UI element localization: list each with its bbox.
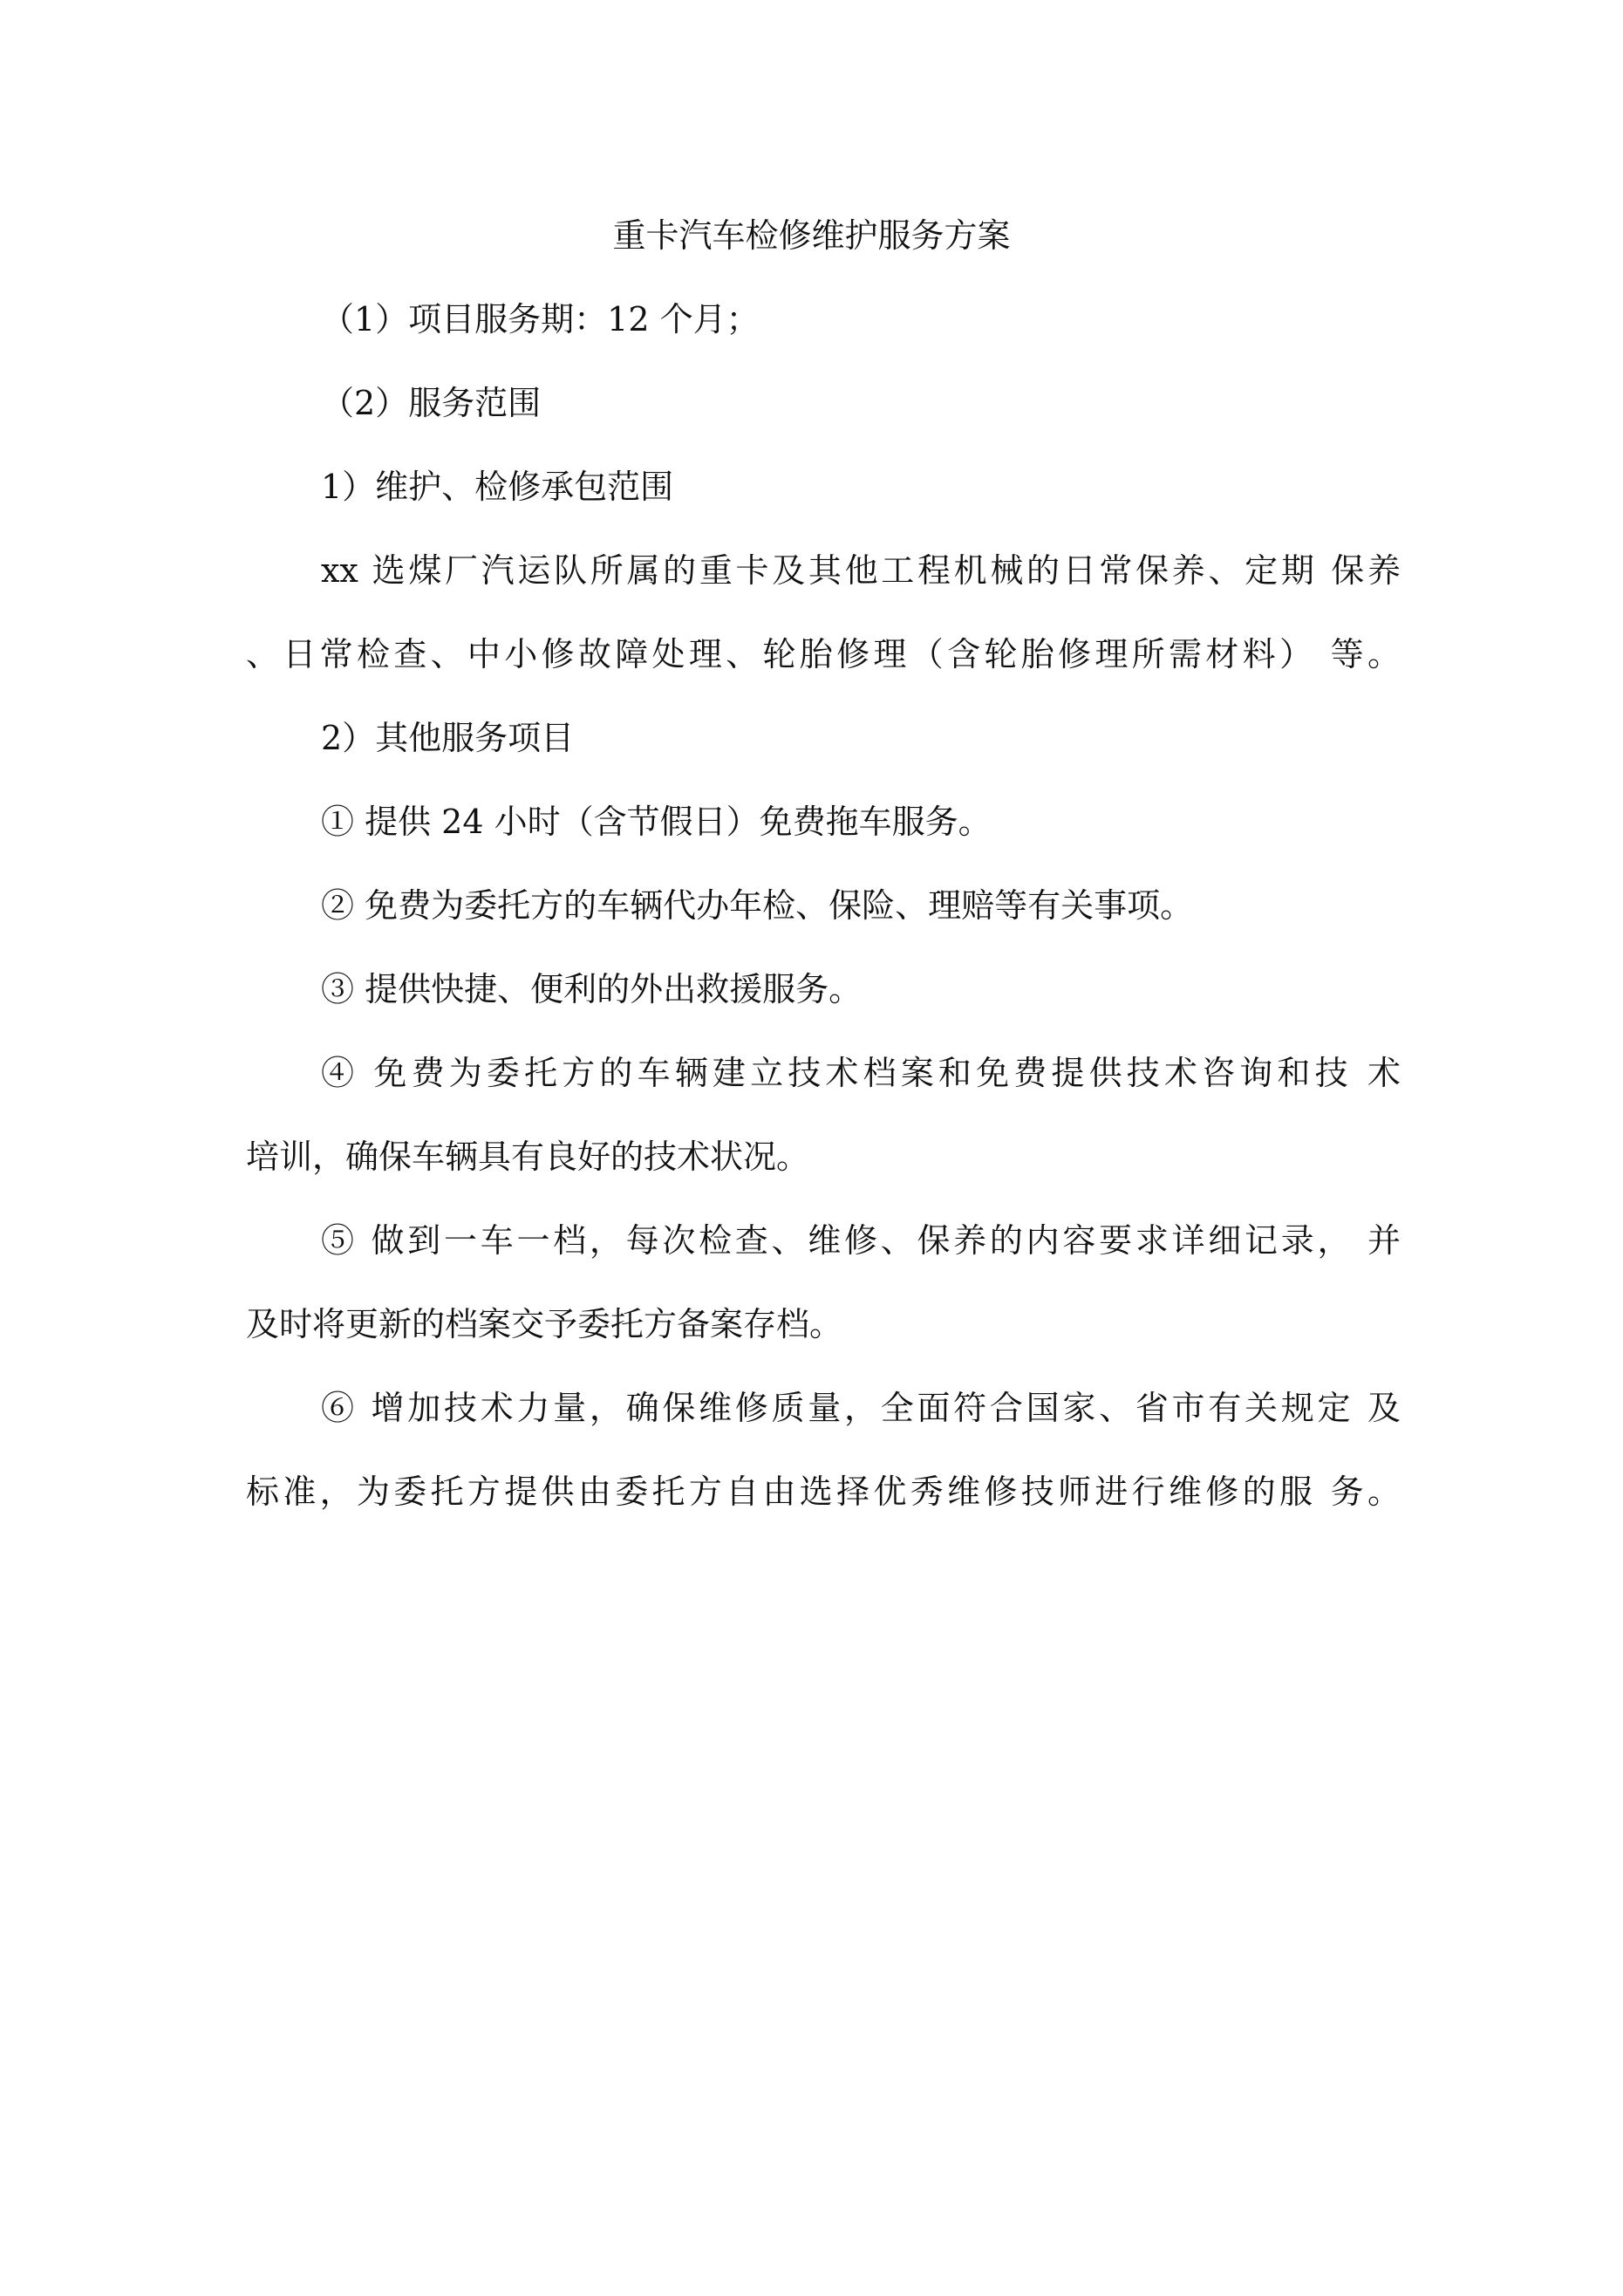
service-item-4-line-1: ④ 免费为委托方的车辆建立技术档案和免费提供技术咨询和技 术	[321, 1054, 1401, 1092]
service-item-5-line-2: 及时将更新的档案交予委托方备案存档。	[246, 1305, 843, 1343]
scope-paragraph-line-2: 、日常检查、中小修故障处理、轮胎修理（含轮胎修理所需材料） 等。	[246, 635, 1401, 673]
service-item-4-line-2: 培训，确保车辆具有良好的技术状况。	[246, 1138, 810, 1176]
scope-paragraph-line-1: xx 选煤厂汽运队所属的重卡及其他工程机械的日常保养、定期 保养	[321, 551, 1401, 590]
service-item-2: ② 免费为委托方的车辆代办年检、保险、理赔等有关事项。	[321, 886, 1194, 925]
service-item-3: ③ 提供快捷、便利的外出救援服务。	[321, 970, 863, 1008]
service-period-item: （1）项目服务期：12 个月；	[321, 300, 760, 338]
maintenance-scope-heading: 1）维护、检修承包范围	[321, 468, 674, 506]
service-item-6-line-1: ⑥ 增加技术力量，确保维修质量，全面符合国家、省市有关规定 及	[321, 1389, 1401, 1427]
document-title: 重卡汽车检修维护服务方案	[612, 216, 1011, 255]
service-scope-heading: （2）服务范围	[321, 384, 542, 422]
service-item-1: ① 提供 24 小时（含节假日）免费拖车服务。	[321, 803, 992, 841]
service-item-6-line-2: 标准，为委托方提供由委托方自由选择优秀维修技师进行维修的服 务。	[246, 1473, 1401, 1511]
service-item-5-line-1: ⑤ 做到一车一档，每次检查、维修、保养的内容要求详细记录， 并	[321, 1221, 1401, 1260]
other-services-heading: 2）其他服务项目	[321, 719, 575, 757]
